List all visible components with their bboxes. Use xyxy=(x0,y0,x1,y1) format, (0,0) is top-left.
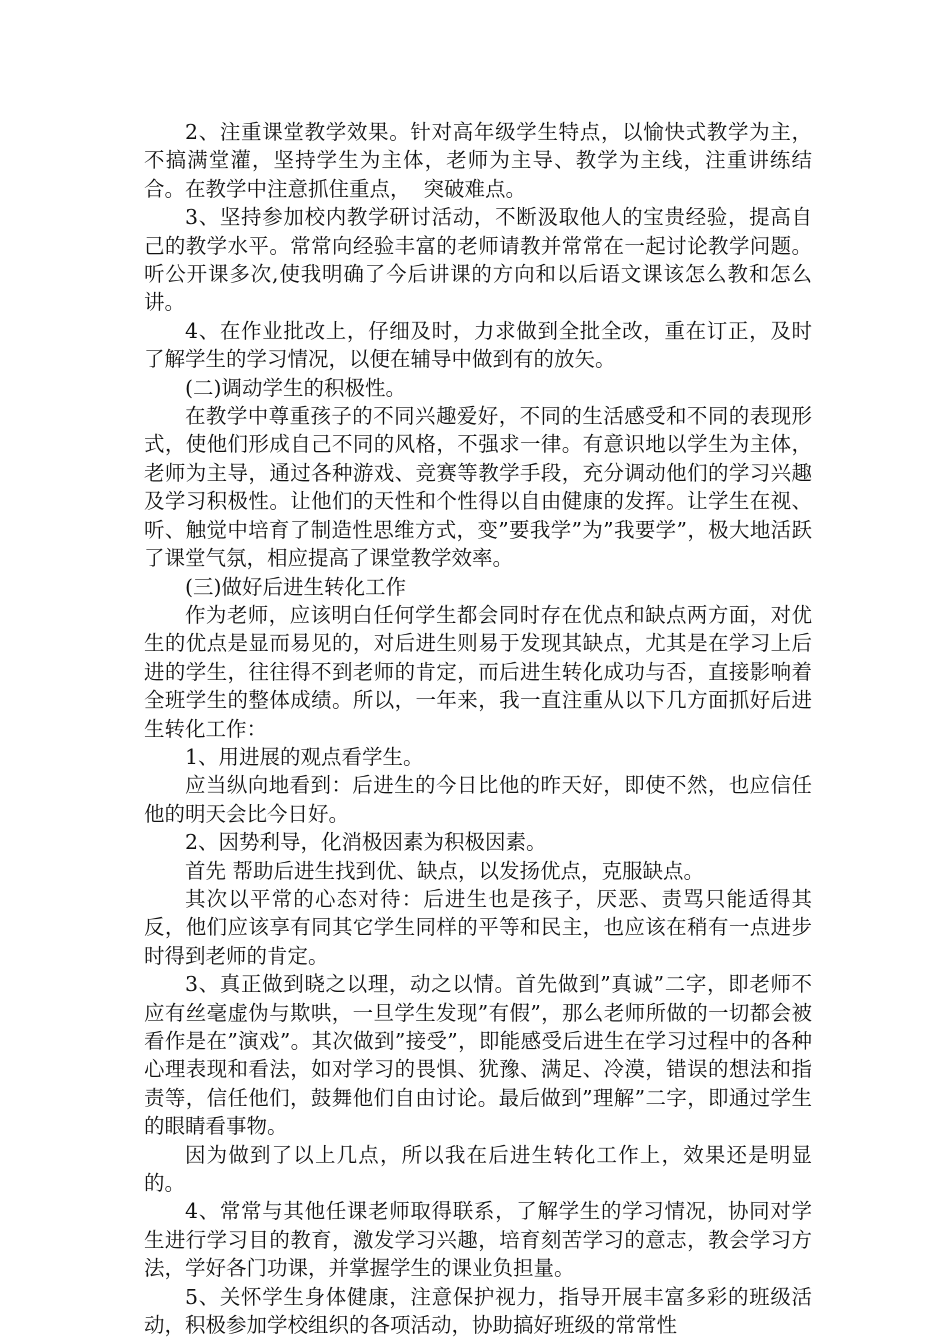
paragraph-development-view: 应当纵向地看到：后进生的今日比他的昨天好，即使不然，也应信任他的明天会比今日好。 xyxy=(144,773,812,826)
paragraph-first-strengths: 首先 帮助后进生找到优、缺点，以发扬优点，克服缺点。 xyxy=(185,858,705,883)
document-page xyxy=(144,118,812,1339)
list-item-development-view: 1、用进展的观点看学生。 xyxy=(185,744,424,769)
paragraph-result: 因为做到了以上几点，所以我在后进生转化工作上，效果还是明显的。 xyxy=(144,1142,812,1196)
paragraph-homework-correction: 4、在作业批改上，仔细及时，力求做到全批全改，重在订正，及时了解学生的学习情况，以便在辅导中做到有的放矢。 xyxy=(144,318,812,372)
list-item-guidance: 2、因势利导，化消极因素为积极因素。 xyxy=(185,830,547,855)
paragraph-underachievers-intro: 作为老师，应该明白任何学生都会同时存在优点和缺点两方面，对优生的优点是显而易见的，对后进生则易于发现其缺点，尤其是在学习上后进的学生，往往得不到老师的肯定，而后进生转化成功与否，直接影响着全班学生的整体成绩。所以，一年来，我一直注重从以下几方面抓好后进生转化工作： xyxy=(144,602,812,741)
list-item-student-health: 5、关怀学生身体健康，注意保护视力，指导开展丰富多彩的班级活动，积极参加学校组织的各项活动，协助搞好班级的常常性 xyxy=(144,1284,812,1338)
paragraph-motivation: 在教学中尊重孩子的不同兴趣爱好，不同的生活感受和不同的表现形式，使他们形成自己不同的风格，不强求一律。有意识地以学生为主体，老师为主导，通过各种游戏、竞赛等教学手段，充分调动他们的学习兴趣及学习积极性。让他们的天性和个性得以自由健康的发挥。让学生在视、听、触觉中培育了制造性思维方式，变”要我学”为”我要学”，极大地活跃了课堂气氛，相应提高了课堂教学效率。 xyxy=(144,404,812,571)
paragraph-teaching-effect: 2、注重课堂教学效果。针对高年级学生特点，以愉快式教学为主，不搞满堂灌，坚持学生为主体，老师为主导、教学为主线，注重讲练结合。在教学中注意抓住重点， 突破难点。 xyxy=(144,120,812,201)
paragraph-research-activities: 3、坚持参加校内教学研讨活动，不断汲取他人的宝贵经验，提高自己的教学水平。常常向经验丰富的老师请教并常常在一起讨论教学问题。听公开课多次,使我明确了今后讲课的方向和以后语文课该怎么教和怎么讲。 xyxy=(144,205,812,315)
list-item-teacher-contact: 4、常常与其他任课老师取得联系，了解学生的学习情况，协同对学生进行学习目的教育，激发学习兴趣，培育刻苦学习的意志，教会学习方法，学好各门功课，并掌握学生的课业负担量。 xyxy=(144,1199,812,1281)
section-heading-motivation: (二)调动学生的积极性。 xyxy=(185,375,406,400)
list-item-reason-emotion: 3、真正做到晓之以理，动之以情。首先做到”真诚”二字，即老师不应有丝毫虚伪与欺哄，一旦学生发现”有假”，那么老师所做的一切都会被看作是在”演戏”。其次做到”接受”，即能感受后进生在学习过程中的各种心理表现和看法，如对学习的畏惧、犹豫、满足、冷漠，错误的想法和指责等，信任他们，鼓舞他们自由讨论。最后做到”理解”二字，即通过学生的眼睛看事物。 xyxy=(144,972,812,1139)
section-heading-underachievers: (三)做好后进生转化工作 xyxy=(185,574,406,599)
paragraph-second-attitude: 其次以平常的心态对待：后进生也是孩子，厌恶、责骂只能适得其反，他们应该享有同其它学生同样的平等和民主，也应该在稍有一点进步时得到老师的肯定。 xyxy=(144,886,812,968)
